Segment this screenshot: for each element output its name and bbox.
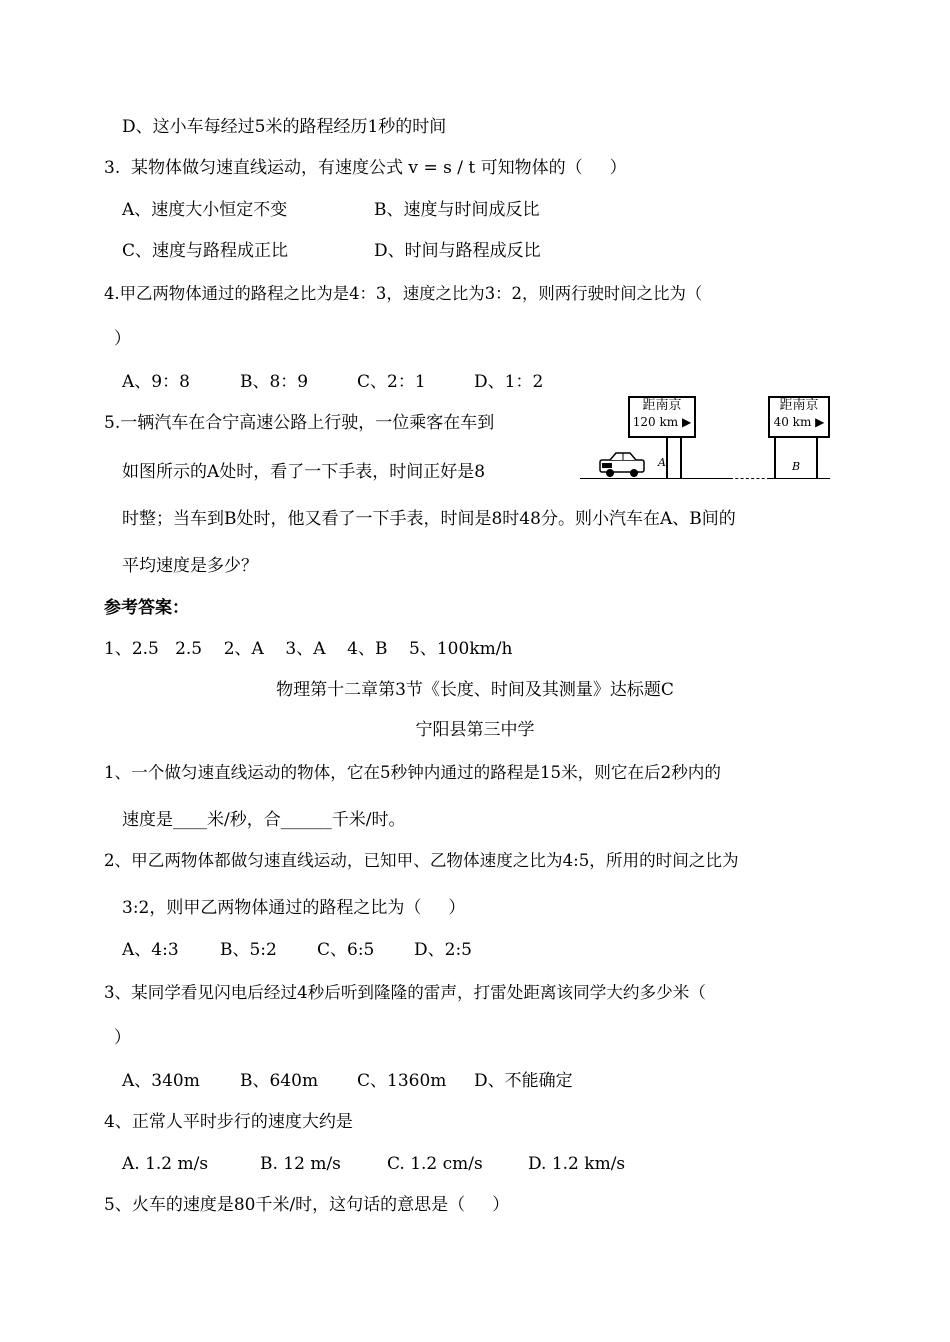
p2-q4-stem: 4、正常人平时步行的速度大约是: [104, 1112, 353, 1132]
sign-b-value: 40 km ▶: [773, 415, 825, 429]
q5-line1: 5.一辆汽车在合宁高速公路上行驶，一位乘客在车到: [104, 413, 495, 433]
p2-q1-line1: 1、一个做匀速直线运动的物体，它在5秒钟内通过的路程是15米，则它在后2秒内的: [104, 763, 721, 782]
q4-option-d: D、1：2: [474, 372, 544, 392]
p2-q3-line2: ）: [114, 1028, 131, 1048]
q4-option-b: B、8：9: [240, 372, 309, 392]
p2-q2-line2: 3:2，则甲乙两物体通过的路程之比为（ ）: [122, 898, 466, 918]
road-signs-figure: [580, 390, 850, 490]
sign-a-pole-right: [680, 438, 682, 478]
p2-q2-line1: 2、甲乙两物体都做匀速直线运动，已知甲、乙物体速度之比为4:5，所用的时间之比为: [104, 851, 739, 870]
q5-line4: 平均速度是多少？: [122, 556, 258, 576]
answers-text: 1、2.5 2.5 2、A 3、A 4、B 5、100km/h: [104, 639, 513, 659]
p2-q2-option-a: A、4:3: [122, 940, 179, 960]
sign-b-pole-left: [774, 438, 776, 478]
answers-heading: 参考答案：: [104, 598, 189, 618]
q5-line2: 如图所示的A处时，看了一下手表，时间正好是8: [122, 462, 486, 482]
sign-b-title: 距南京: [779, 398, 819, 413]
q3-stem: 3. 某物体做匀速直线运动，有速度公式 v = s / t 可知物体的（ ）: [104, 158, 627, 178]
arrow-right-icon: ▶: [681, 415, 692, 429]
p2-q3-option-b: B、640m: [240, 1071, 319, 1091]
sign-a-value: 120 km ▶: [632, 415, 692, 429]
p2-q5-stem: 5、火车的速度是80千米/时，这句话的意思是（ ）: [104, 1195, 510, 1215]
p2-q2-option-b: B、5:2: [220, 940, 277, 960]
q5-line3: 时整；当车到B处时，他又看了一下手表，时间是8时48分。则小汽车在A、B间的: [122, 509, 736, 529]
q4-option-a: A、9：8: [122, 372, 190, 392]
p2-q1-line2: 速度是____米/秒，合______千米/时。: [122, 810, 406, 830]
label-a: A: [658, 456, 666, 469]
p2-q4-option-c: C. 1.2 cm/s: [387, 1154, 483, 1174]
q3-option-d: D、时间与路程成反比: [374, 241, 541, 261]
q4-option-c: C、2：1: [357, 372, 426, 392]
p2-q3-line1: 3、某同学看见闪电后经过4秒后听到隆隆的雷声，打雷处距离该同学大约多少米（: [104, 983, 706, 1002]
sign-b-pole-right: [816, 438, 818, 478]
p2-q4-option-a: A. 1.2 m/s: [122, 1154, 209, 1174]
p2-q2-option-c: C、6:5: [317, 940, 375, 960]
p2-q2-option-d: D、2:5: [414, 940, 472, 960]
q3-option-c: C、速度与路程成正比: [122, 241, 289, 261]
q3-option-b: B、速度与时间成反比: [374, 200, 540, 220]
p2-q4-option-d: D. 1.2 km/s: [528, 1154, 626, 1174]
label-b: B: [792, 460, 801, 473]
q4-stem: 4.甲乙两物体通过的路程之比为是4：3，速度之比为3：2，则两行驶时间之比为（: [104, 284, 703, 303]
school-name: 宁阳县第三中学: [415, 720, 535, 740]
p2-q3-option-d: D、不能确定: [474, 1071, 573, 1091]
road-line-b: [770, 478, 830, 479]
sign-a-pole-left: [666, 438, 668, 478]
q4-stem-cont: ）: [114, 329, 131, 349]
sign-a-title: 距南京: [642, 398, 682, 413]
q2-option-d: D、这小车每经过5米的路程经历1秒的时间: [122, 117, 447, 137]
p2-q3-option-c: C、1360m: [357, 1071, 447, 1091]
sign-b: [768, 396, 830, 438]
p2-q4-option-b: B. 12 m/s: [260, 1154, 341, 1174]
road-line-a: [580, 478, 730, 479]
section-title: 物理第十二章第3节《长度、时间及其测量》达标题C: [276, 680, 674, 700]
q3-option-a: A、速度大小恒定不变: [122, 200, 288, 220]
sign-a: [628, 396, 696, 438]
p2-q3-option-a: A、340m: [122, 1071, 200, 1091]
car-icon: [598, 450, 648, 480]
road-line-dashed: [730, 478, 770, 479]
arrow-right-icon: ▶: [815, 415, 825, 429]
